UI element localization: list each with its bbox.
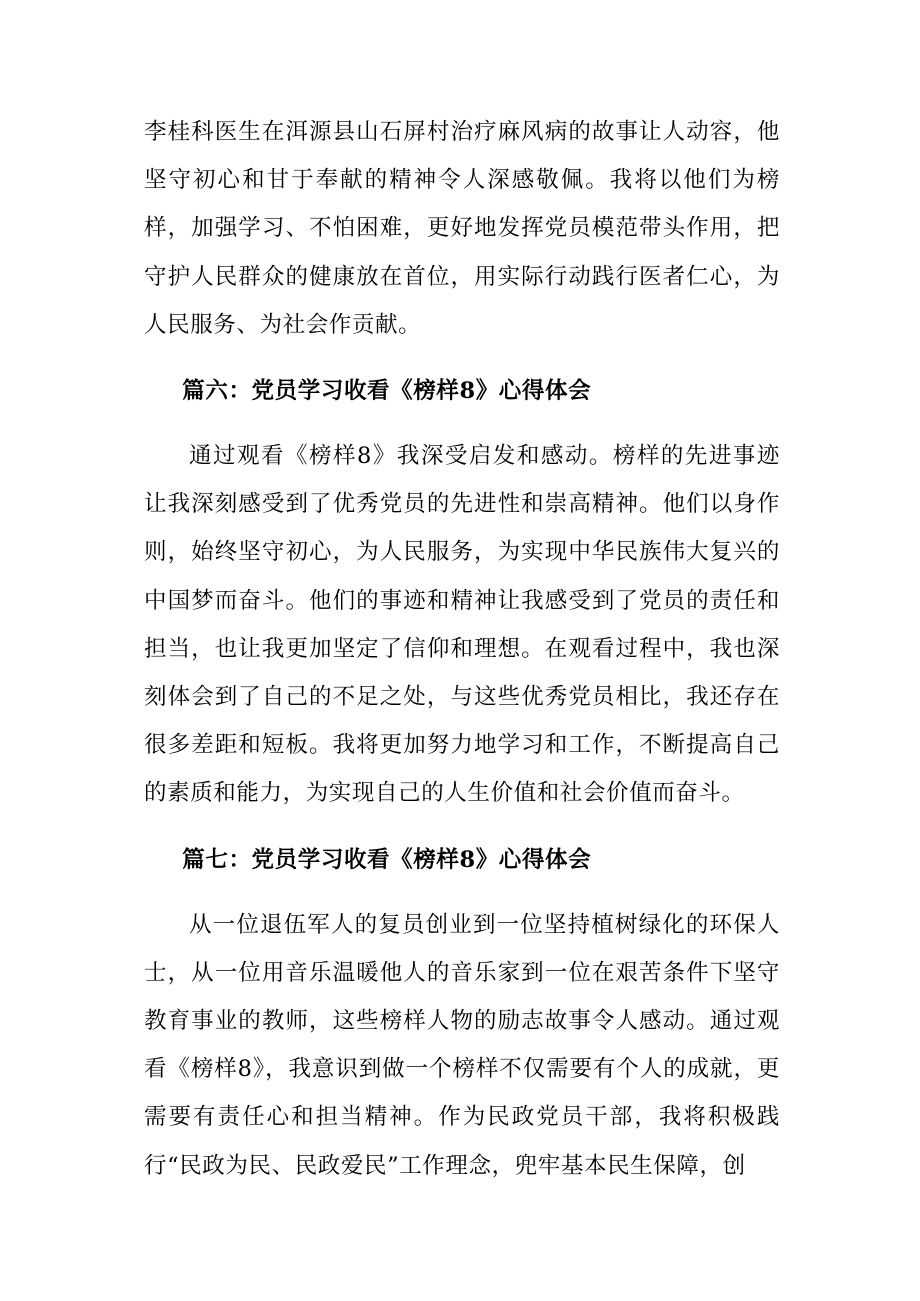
section-six-body: 通过观看《榜样8》我深受启发和感动。榜样的先进事迹让我深刻感受到了优秀党员的先进性和崇高精神。他们以身作则，始终坚守初心，为人民服务，为实现中华民族伟大复兴的中国梦而奋斗。他们的事迹和精神让我感受到了党员的责任和担当，也让我更加坚定了信仰和理想。在观看过程中，我也深刻体会到了自己的不足之处，与这些优秀党员相比，我还存在很多差距和短板。我将更加努力地学习和工作，不断提高自己的素质和能力，为实现自己的人生价值和社会价值而奋斗。 (144, 443, 780, 807)
section-seven-body: 从一位退伍军人的复员创业到一位坚持植树绿化的环保人士，从一位用音乐温暖他人的音乐家到一位在艰苦条件下坚守教育事业的教师，这些榜样人物的励志故事令人感动。通过观看《榜样8》，我意识到做一个榜样不仅需要有个人的成就，更需要有责任心和担当精神。作为民政党员干部，我将积极践行“民政为民、民政爱民”工作理念，兜牢基本民生保障，创 (144, 911, 780, 1179)
document-page (144, 108, 780, 1190)
continuation-paragraph: 李桂科医生在洱源县山石屏村治疗麻风病的故事让人动容，他坚守初心和甘于奉献的精神令人深感敬佩。我将以他们为榜样，加强学习、不怕困难，更好地发挥党员模范带头作用，把守护人民群众的健康放在首位，用实际行动践行医者仁心，为人民服务、为社会作贡献。 (144, 119, 780, 338)
section-six-heading: 篇六：党员学习收看《榜样8》心得体会 (182, 378, 592, 405)
section-seven-heading: 篇七：党员学习收看《榜样8》心得体会 (182, 846, 592, 873)
